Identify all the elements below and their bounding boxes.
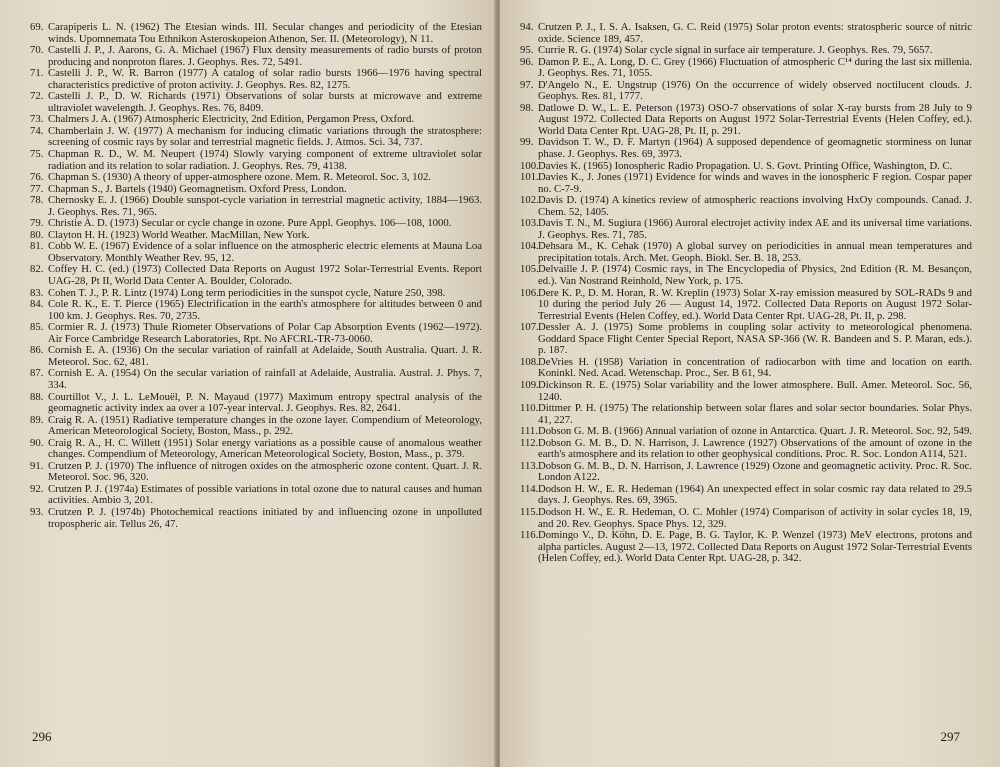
reference-number: 98. — [520, 101, 534, 114]
reference-number: 72. — [30, 90, 44, 103]
reference-entry — [520, 507, 972, 530]
reference-number: 71. — [30, 67, 44, 80]
reference-text: Cohen T. J., P. R. Lintz (1974) Long term periodicities in the sunspot cycle, Nature 250, 398. — [48, 286, 446, 299]
reference-text: Castelli J. P., W. R. Barron (1977) A catalog of solar radio bursts 1966—1976 having spectral characteristics predictive of proton activity. J. Geophys. Res. 82, 1275. — [48, 67, 482, 91]
reference-text: Craig R. A. (1951) Radiative temperature changes in the ozone layer. Compendium of Meteorology, American Meteorological Society, Boston, Mass., p. 292. — [48, 413, 482, 438]
reference-entry — [520, 80, 972, 103]
reference-number: 111. — [520, 425, 538, 438]
reference-text: Chapman S. (1930) A theory of upper-atmosphere ozone. Mem. R. Meteorol. Soc. 3, 102. — [48, 171, 431, 184]
reference-text: Cornish E. A. (1936) On the secular variation of rainfall at Adelaide, South Australia. Quart. J. R. Meteorol. Soc. 62, 481. — [48, 344, 482, 368]
reference-number: 80. — [30, 228, 44, 241]
reference-entry — [30, 299, 482, 322]
reference-entry — [520, 380, 972, 403]
reference-entry — [520, 195, 972, 218]
reference-text: Cormier R. J. (1973) Thule Riometer Observations of Polar Cap Absorption Events (1962—1972). Air Force Cambridge Research Laboratories, Rpt. No AFCRL-TR-73-0060. — [48, 321, 482, 345]
reference-text: Dere K. P., D. M. Horan, R. W. Kreplin (1973) Solar X-ray emission measured by SOL-RADs 9 and 10 during the period July 26 — August 14, 1972. Collected Data Reports on August 1972 Solar-Terrestrial Events (Helen Coffey, ed.). World Data Center Rpt. UAG-28, Pt. II, p. 298. — [538, 286, 972, 322]
reference-entry — [30, 149, 482, 172]
reference-text: Delvaille J. P. (1974) Cosmic rays, in The Encyclopedia of Physics, 2nd Edition (R. M. Besançon, ed.). Van Nostrand Reinhold, New York, p. 175. — [538, 263, 972, 288]
reference-number: 114. — [520, 482, 539, 495]
reference-number: 108. — [520, 355, 539, 368]
reference-text: Dittmer P. H. (1975) The relationship between solar flares and solar sector boundaries. Solar Phys. 41, 227. — [538, 402, 972, 426]
reference-number: 89. — [30, 413, 44, 426]
reference-text: Domingo V., D. Köhn, D. E. Page, B. G. Taylor, K. P. Wenzel (1973) MeV electrons, protons and alpha particles. August 2—13, 1972. Collected Data Reports on August 1972 Solar-Terrestrial Events (Helen Coffey, ed.). World Data Center Rpt. UAG-28, p. 342. — [538, 529, 972, 565]
reference-number: 90. — [30, 436, 44, 449]
reference-text: Davidson T. W., D. F. Martyn (1964) A supposed dependence of geomagnetic storminess on lunar phase. J. Geophys. Res. 69, 3973. — [538, 136, 972, 161]
reference-entry — [30, 241, 482, 264]
reference-text: Crutzen P. J. (1970) The influence of nitrogen oxides on the atmospheric ozone content. Quart. J. R. Meteorol. Soc. 96, 320. — [48, 459, 482, 484]
reference-text: Courtillot V., J. L. LeMouël, P. N. Mayaud (1977) Maximum entropy spectral analysis of the geomagnetic activity index aa over a 107-year interval. J. Geophys. Res. 82, 2641. — [48, 390, 482, 415]
reference-number: 87. — [30, 367, 44, 380]
reference-number: 112. — [520, 436, 539, 449]
reference-text: Davies K. (1965) Ionospheric Radio Propagation. U. S. Govt. Printing Office, Washington, D. C. — [538, 159, 953, 172]
reference-text: Chamberlain J. W. (1977) A mechanism for inducing climatic variations through the stratosphere: screening of cosmic rays by solar and terrestrial magnetic fields. J. Atmos. Sci. 34, 737. — [48, 124, 482, 149]
reference-text: Cornish E. A. (1954) On the secular variation of rainfall at Adelaide, Australia. Austral. J. Phys. 7, 334. — [48, 367, 482, 391]
reference-text: Cobb W. E. (1967) Evidence of a solar influence on the atmospheric electric elements at Mauna Loa Observatory. Monthly Weather Rev. 95, 12. — [48, 240, 482, 264]
reference-number: 103. — [520, 217, 539, 230]
reference-text: Chapman S., J. Bartels (1940) Geomagnetism. Oxford Press, London. — [48, 182, 347, 195]
reference-number: 97. — [520, 78, 534, 91]
reference-number: 107. — [520, 321, 539, 334]
reference-entry — [30, 126, 482, 149]
reference-entry — [520, 57, 972, 80]
reference-number: 84. — [30, 298, 44, 311]
reference-number: 94. — [520, 21, 534, 33]
reference-text: Clayton H. H. (1923) World Weather. MacMillan, New York. — [48, 228, 310, 241]
page-number-left: 296 — [32, 729, 52, 744]
reference-number: 88. — [30, 390, 44, 403]
reference-entry — [520, 438, 972, 461]
reference-entry — [30, 415, 482, 438]
reference-text: D'Angelo N., E. Ungstrup (1976) On the occurrence of widely observed noctilucent clouds. J. Geophys. Res. 81, 1777. — [538, 78, 972, 103]
reference-text: Chapman R. D., W. M. Neupert (1974) Slowly varying component of extreme ultraviolet solar radiation and its relation to solar radiation. J. Geophys. Res. 79, 4138. — [48, 148, 482, 172]
reference-text: Dobson G. M. B. (1966) Annual variation of ozone in Antarctica. Quart. J. R. Meteorol. Soc. 92, 549. — [538, 425, 972, 438]
reference-number: 92. — [30, 482, 44, 495]
reference-number: 115. — [520, 505, 539, 518]
reference-entry — [520, 22, 972, 45]
reference-text: Cole R. K., E. T. Pierce (1965) Electrification in the earth's atmosphere for altitudes between 0 and 100 km. J. Geophys. Res. 70, 2735. — [48, 298, 482, 322]
reference-number: 73. — [30, 113, 44, 126]
reference-entry — [30, 91, 482, 114]
reference-number: 83. — [30, 286, 44, 299]
reference-entry — [30, 195, 482, 218]
reference-entry — [30, 264, 482, 287]
reference-text: Craig R. A., H. C. Willett (1951) Solar energy variations as a possible cause of anomalous weather changes. Compendium of Meteorology, American Meteorological Society, Boston, Mass., p. 379. — [48, 436, 482, 461]
reference-number: 76. — [30, 171, 44, 184]
reference-list-left — [30, 22, 482, 530]
reference-entry — [30, 392, 482, 415]
reference-entry — [520, 357, 972, 380]
reference-text: Dehsara M., K. Cehak (1970) A global survey on periodicities in annual mean temperatures and precipitation totals. Arch. Met. Geoph. Biokl. Ser. B. 18, 253. — [538, 240, 972, 264]
reference-entry — [520, 218, 972, 241]
reference-number: 95. — [520, 44, 534, 57]
reference-text: DeVries H. (1958) Variation in concentration of radiocarbon with time and location on earth. Koninkl. Ned. Acad. Wetenschap. Proc., Ser. B 61, 94. — [538, 355, 972, 380]
reference-number: 86. — [30, 344, 44, 357]
reference-entry — [30, 368, 482, 391]
reference-entry — [30, 45, 482, 68]
reference-entry — [520, 103, 972, 138]
reference-number: 82. — [30, 263, 44, 276]
reference-number: 109. — [520, 378, 539, 391]
reference-text: Coffey H. C. (ed.) (1973) Collected Data Reports on August 1972 Solar-Terrestrial Events. Report UAG-28, Pt II, World Data Center A. Boulder, Colorado. — [48, 263, 482, 288]
reference-text: Currie R. G. (1974) Solar cycle signal in surface air temperature. J. Geophys. Res. 79, 5657. — [538, 44, 933, 57]
reference-text: Dobson G. M. B., D. N. Harrison, J. Lawrence (1927) Observations of the amount of ozone in the earth's atmosphere and its relation to other geophysical conditions. Proc. R. Soc. London A114, 521. — [538, 436, 972, 461]
reference-entry — [30, 484, 482, 507]
reference-number: 104. — [520, 240, 539, 253]
reference-text: Dodson H. W., E. R. Hedeman, O. C. Mohler (1974) Comparison of activity in solar cycles 18, 19, and 20. Rev. Geophys. Space Phys. 12, 329. — [538, 505, 972, 530]
reference-number: 96. — [520, 55, 534, 68]
reference-number: 102. — [520, 194, 539, 207]
page-number-right: 297 — [940, 729, 960, 744]
reference-text: Carapiperis L. N. (1962) The Etesian winds. III. Secular changes and periodicity of the Etesian winds. Upomnemata Tou Ethnikon Asteroskopeion Athenon, Ser. II. (Meteorology), N 11. — [48, 21, 482, 45]
reference-entry — [520, 403, 972, 426]
reference-number: 77. — [30, 182, 44, 195]
reference-text: Dodson H. W., E. R. Hedeman (1964) An unexpected effect in solar cosmic ray data related to 29.5 days. J. Geophys. Res. 69, 3965. — [538, 482, 972, 507]
reference-entry — [520, 461, 972, 484]
reference-text: Crutzen P. J. (1974b) Photochemical reactions initiated by and influencing ozone in unpolluted tropospheric air. Tellus 26, 47. — [48, 505, 482, 530]
reference-entry — [520, 484, 972, 507]
reference-text: Castelli J. P., D. W. Richards (1971) Observations of solar bursts at microwave and extreme ultraviolet wavelength. J. Geophys. Res. 76, 8409. — [48, 90, 482, 114]
left-page — [0, 0, 496, 767]
reference-number: 113. — [520, 459, 539, 472]
reference-number: 70. — [30, 44, 44, 57]
reference-number: 91. — [30, 459, 44, 472]
reference-text: Datlowe D. W., L. E. Peterson (1973) OSO-7 observations of solar X-ray bursts from 28 July to 9 August 1972. Collected Data Reports on August 1972 Solar-Terrestrial Events (Helen Coffey, ed.). World Data Center Rpt. UAG-28, Pt. II, p. 291. — [538, 101, 972, 137]
reference-entry — [30, 68, 482, 91]
reference-text: Chalmers J. A. (1967) Atmospheric Electricity, 2nd Edition, Pergamon Press, Oxford. — [48, 113, 414, 126]
reference-entry — [30, 22, 482, 45]
reference-number: 81. — [30, 240, 44, 253]
reference-entry — [30, 322, 482, 345]
reference-entry — [520, 530, 972, 565]
reference-text: Dobson G. M. B., D. N. Harrison, J. Lawrence (1929) Ozone and geomagnetic activity. Proc. R. Soc. London A122. — [538, 459, 972, 484]
reference-text: Castelli J. P., J. Aarons, G. A. Michael (1967) Flux density measurements of radio bursts of proton producing and nonproton flares. J. Geophys. Res. 72, 5491. — [48, 44, 482, 68]
reference-text: Crutzen P. J., I. S. A. Isaksen, G. C. Reid (1975) Solar proton events: stratospheric source of nitric oxide. Science 189, 457. — [538, 21, 972, 45]
reference-entry — [30, 345, 482, 368]
reference-number: 106. — [520, 286, 539, 299]
reference-number: 99. — [520, 136, 534, 149]
reference-text: Dickinson R. E. (1975) Solar variability and the lower atmosphere. Bull. Amer. Meteorol. Soc. 56, 1240. — [538, 378, 972, 403]
reference-text: Damon P. E., A. Long, D. C. Grey (1966) Fluctuation of atmospheric C¹⁴ during the last six millenia. J. Geophys. Res. 71, 1055. — [538, 55, 972, 80]
reference-text: Dessler A. J. (1975) Some problems in coupling solar activity to meteorological phenomena. Goddard Space Flight Center Special Report, NASA SP-366 (W. R. Bandeen and S. P. Maran, eds.). p. 187. — [538, 321, 972, 357]
reference-entry — [30, 438, 482, 461]
reference-number: 75. — [30, 148, 44, 161]
reference-number: 79. — [30, 217, 44, 230]
reference-number: 69. — [30, 21, 44, 33]
reference-entry — [520, 322, 972, 357]
reference-entry — [520, 288, 972, 323]
reference-entry — [30, 461, 482, 484]
reference-number: 85. — [30, 321, 44, 334]
right-page — [500, 0, 1000, 767]
reference-entry — [520, 137, 972, 160]
reference-number: 100. — [520, 159, 539, 172]
reference-entry — [520, 241, 972, 264]
reference-entry — [520, 172, 972, 195]
reference-number: 116. — [520, 529, 539, 542]
reference-text: Crutzen P. J. (1974a) Estimates of possible variations in total ozone due to natural causes and human activities. Ambio 3, 201. — [48, 482, 482, 507]
reference-text: Davis D. (1974) A kinetics review of atmospheric reactions involving HxOy compounds. Canad. J. Chem. 52, 1405. — [538, 194, 972, 218]
reference-text: Chernosky E. J. (1966) Double sunspot-cycle variation in terrestrial magnetic activity, 1884—1963. J. Geophys. Res. 71, 965. — [48, 194, 482, 218]
reference-text: Davis T. N., M. Sugiura (1966) Auroral electrojet activity index AE and its universal time variations. J. Geophys. Res. 71, 785. — [538, 217, 972, 241]
reference-number: 110. — [520, 402, 539, 415]
reference-text: Christie A. D. (1973) Secular or cycle change in ozone. Pure Appl. Geophys. 106—108, 1000. — [48, 217, 452, 230]
reference-entry — [520, 264, 972, 287]
reference-number: 78. — [30, 194, 44, 207]
reference-list-right — [520, 22, 972, 565]
reference-number: 101. — [520, 171, 539, 184]
reference-entry — [30, 507, 482, 530]
reference-number: 74. — [30, 124, 44, 137]
reference-number: 105. — [520, 263, 539, 276]
reference-number: 93. — [30, 505, 44, 518]
reference-text: Davies K., J. Jones (1971) Evidence for winds and waves in the ionospheric F region. Cospar paper no. C-7-9. — [538, 171, 972, 195]
